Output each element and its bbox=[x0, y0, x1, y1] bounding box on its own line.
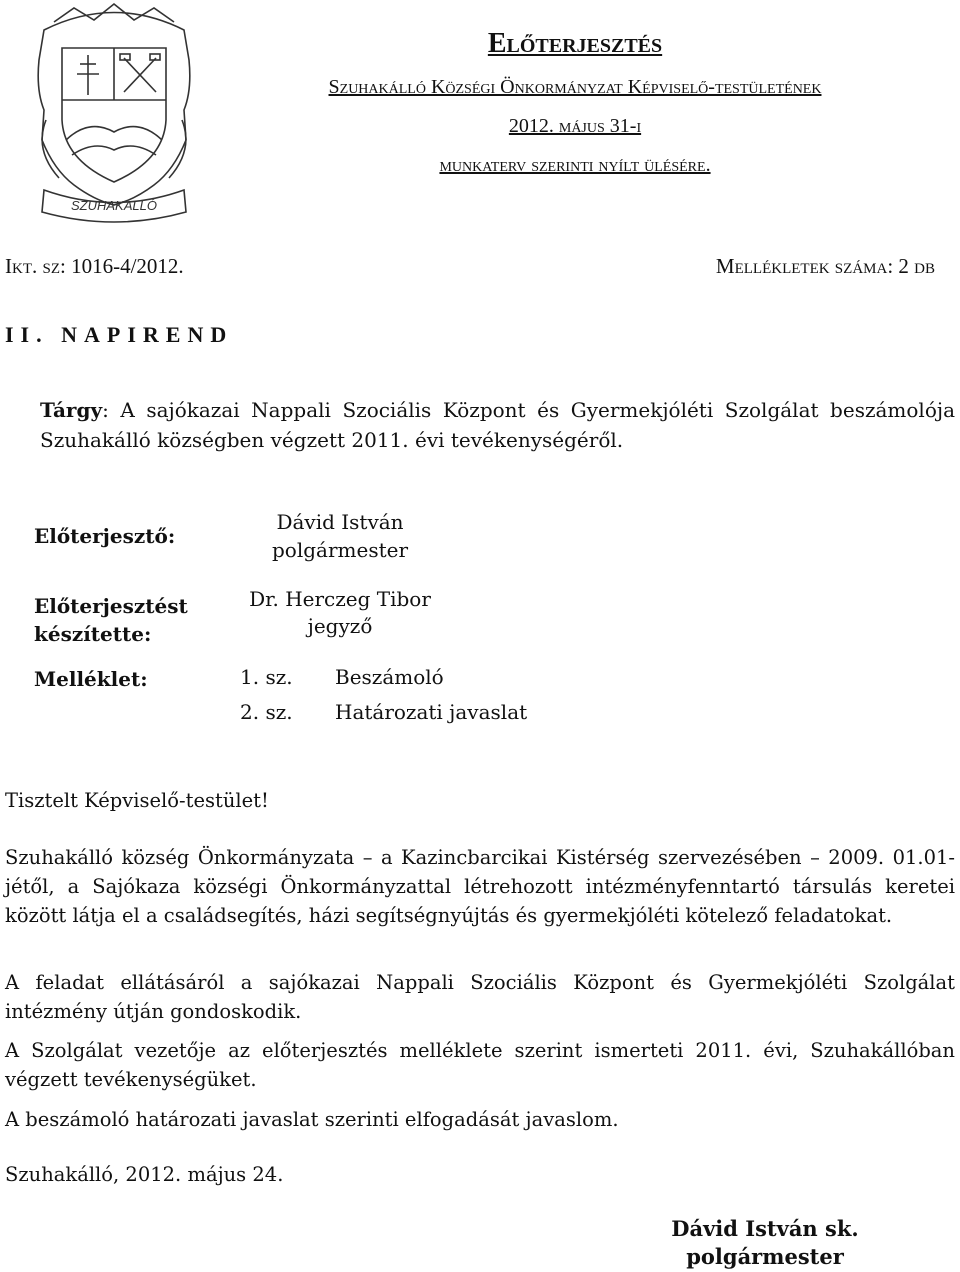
agenda-heading: II. NAPIREND bbox=[5, 322, 234, 347]
attachment-1-num: 1. sz. bbox=[240, 665, 293, 689]
prepared-by-role: jegyző bbox=[307, 614, 373, 638]
coat-of-arms-logo bbox=[14, 0, 214, 230]
greeting: Tisztelt Képviselő-testület! bbox=[5, 789, 269, 812]
signature-name: Dávid István sk. bbox=[671, 1216, 859, 1241]
header-line-session: munkaterv szerinti nyílt ülésére. bbox=[439, 154, 711, 176]
header-line-body: Szuhakálló Községi Önkormányzat Képviselő-testületének bbox=[328, 76, 822, 98]
place-date: Szuhakálló, 2012. május 24. bbox=[5, 1163, 284, 1186]
attachment-2-title: Határozati javaslat bbox=[335, 700, 528, 724]
presenter-name: Dávid István bbox=[276, 510, 404, 534]
subject-text: : A sajókazai Nappali Szociális Központ és Gyermekjóléti Szolgálat beszámolója Szuhakálló községben végzett 2011. évi tevékenységéről. bbox=[40, 398, 955, 452]
paragraph-1: Szuhakálló község Önkormányzata – a Kazincbarcikai Kistérség szervezésében – 2009. 01.01-jétől, a Sajókaza községi Önkormányzattal létrehozott intézményfenntartó társulás keretei között látja el a családsegítés, házi segítségnyújtás és gyermekjóléti kötelező feladatokat. bbox=[5, 846, 955, 927]
registry-number: Ikt. sz: 1016-4/2012. bbox=[5, 254, 184, 278]
prepared-by-label-2: készítette: bbox=[34, 622, 152, 646]
presenter-label: Előterjesztő: bbox=[34, 524, 176, 548]
crest-caption: SZUHAKÁLLÓ bbox=[71, 198, 157, 213]
header-line-date: 2012. május 31-i bbox=[508, 115, 642, 137]
attachment-count: Mellékletek száma: 2 db bbox=[715, 254, 935, 278]
presenter-role: polgármester bbox=[271, 538, 409, 562]
paragraph-4: A beszámoló határozati javaslat szerinti elfogadását javaslom. bbox=[5, 1108, 619, 1131]
attachments-label: Melléklet: bbox=[34, 667, 148, 691]
paragraph-2: A feladat ellátásáról a sajókazai Nappali Szociális Központ és Gyermekjóléti Szolgálat intézmény útján gondoskodik. bbox=[5, 971, 955, 1023]
paragraph-3: A Szolgálat vezetője az előterjesztés melléklete szerint ismerteti 2011. évi, Szuhakállóban végzett tevékenységüket. bbox=[5, 1039, 955, 1091]
prepared-by-name: Dr. Herczeg Tibor bbox=[249, 587, 431, 611]
subject-paragraph bbox=[40, 395, 955, 455]
signature-role: polgármester bbox=[686, 1244, 844, 1269]
subject-label: Tárgy bbox=[40, 398, 103, 422]
attachment-1-title: Beszámoló bbox=[335, 665, 444, 689]
document-title: Előterjesztés bbox=[487, 28, 663, 59]
attachment-2-num: 2. sz. bbox=[240, 700, 293, 724]
prepared-by-label-1: Előterjesztést bbox=[34, 594, 188, 618]
